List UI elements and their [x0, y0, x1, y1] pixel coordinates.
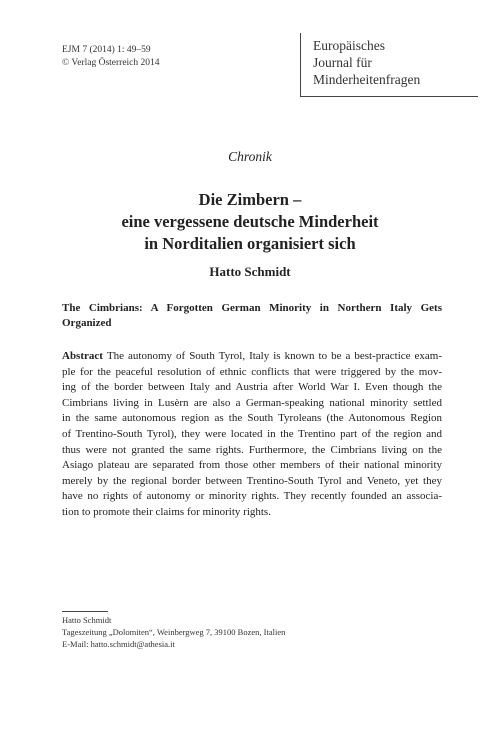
citation-copyright: © Verlag Österreich 2014	[62, 58, 160, 68]
citation	[62, 44, 160, 70]
citation-volume: EJM 7 (2014) 1: 49–59	[62, 45, 151, 55]
abstract-line: in the same autonomous region as the South Tyroleans (the Autonomous Region	[62, 412, 442, 425]
abstract-line: ing of the border between Italy and Austria after World War I. Even though the	[62, 381, 442, 394]
abstract-line: Cimbrians living in Lusèrn are also a German-speaking national minority settled	[62, 396, 442, 409]
title-line: in Norditalien organisiert sich	[144, 234, 356, 253]
abstract-line: tion to promote their claims for minority rights.	[62, 505, 271, 518]
footnote-email: E-Mail: hatto.schmidt@athesia.it	[62, 639, 175, 649]
english-title: The Cimbrians: A Forgotten German Minority in Northern Italy Gets Organized	[62, 302, 442, 329]
title-line: eine vergessene deutsche Minderheit	[121, 212, 379, 231]
abstract-label: Abstract	[62, 350, 103, 362]
abstract-line: of Trentino-South Tyrol), they were located in the Trentino part of the region and	[62, 427, 442, 440]
author-footnote	[62, 614, 285, 650]
abstract	[62, 349, 442, 521]
abstract-text: The autonomy of South Tyrol, Italy is known to be a best-practice exam-	[106, 350, 442, 362]
journal-name-line: Europäisches	[313, 38, 385, 53]
footnote-address: Tageszeitung „Dolomiten“, Weinbergweg 7, 39100 Bozen, Italien	[62, 627, 286, 637]
footnote-name: Hatto Schmidt	[62, 615, 112, 625]
abstract-line: merely by the regional border between Trentino-South Tyrol and Veneto, yet they	[62, 474, 442, 487]
abstract-line: thus were not granted the same rights. Furthermore, the Cimbrians living on the	[62, 443, 442, 456]
journal-name-line: Minderheitenfragen	[313, 72, 421, 87]
abstract-line	[62, 349, 442, 365]
footnote-divider	[62, 611, 108, 612]
author-name: Hatto Schmidt	[209, 264, 291, 279]
journal-name-box	[300, 33, 478, 97]
abstract-line: have no rights of autonomy or minority rights. They recently founded an associa-	[62, 490, 442, 503]
section-heading: Chronik	[228, 149, 272, 164]
article-title	[0, 189, 500, 255]
title-line: Die Zimbern –	[198, 190, 302, 209]
abstract-line: ple for the peaceful resolution of ethnic conflicts that were triggered by the mov-	[62, 365, 442, 378]
abstract-line: Asiago plateau are separated from those other members of their national minority	[62, 459, 442, 472]
journal-name-line: Journal für	[313, 55, 372, 70]
